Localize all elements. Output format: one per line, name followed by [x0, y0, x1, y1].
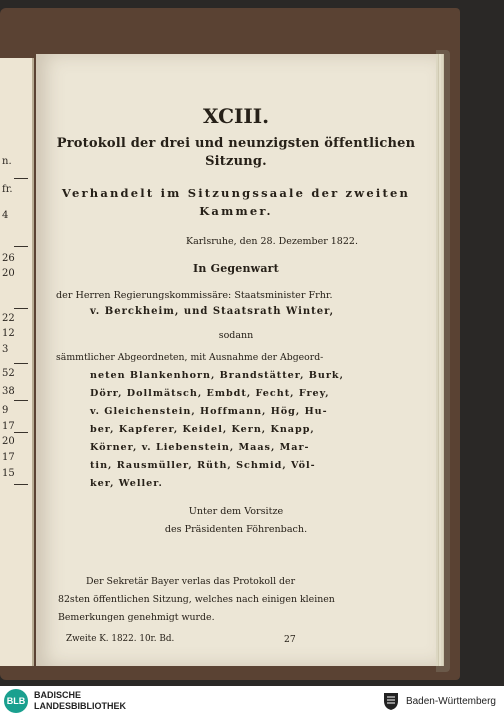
left-fragment-text: 52	[2, 368, 15, 379]
left-page-fragment	[0, 58, 34, 666]
table-rule	[14, 484, 28, 485]
body-text-line: Der Sekretär Bayer verlas das Protokoll der	[86, 576, 296, 587]
deputies-line: ker, Weller.	[90, 478, 163, 489]
body-text-line: 82sten öffentlichen Sitzung, welches nach einigen kleinen	[58, 594, 335, 605]
table-rule	[14, 363, 28, 364]
library-branding[interactable]	[0, 689, 126, 713]
state-coat-of-arms-icon	[382, 691, 400, 711]
left-fragment-text: 12	[2, 328, 15, 339]
commissioners-line: der Herren Regierungskommissäre: Staatsminister Frhr.	[56, 290, 333, 301]
body-text-line: Bemerkungen genehmigt wurde.	[58, 612, 215, 623]
library-name-line1: BADISCHE	[34, 690, 82, 700]
left-fragment-text: 3	[2, 344, 9, 355]
page-number: 27	[284, 634, 296, 645]
left-fragment-text: 20	[2, 268, 15, 279]
left-fragment-text: n.	[2, 156, 12, 167]
commissioners-line: v. Berckheim, und Staatsrath Winter,	[90, 306, 335, 317]
library-name-line2: LANDESBIBLIOTHEK	[34, 701, 126, 711]
session-location-cont: Kammer.	[199, 204, 273, 218]
session-location: Verhandelt im Sitzungssaale der zweiten	[61, 186, 411, 200]
protocol-title: Protokoll der drei und neunzigsten öffentlichen	[56, 136, 416, 151]
deputies-line: v. Gleichenstein, Hoffmann, Hög, Hu-	[90, 406, 328, 417]
dateline: Karlsruhe, den 28. Dezember 1822.	[186, 236, 358, 247]
left-fragment-text: 17	[2, 452, 15, 463]
sodann-label: sodann	[218, 330, 254, 341]
left-fragment-text: fr.	[2, 184, 13, 195]
left-fragment-text: 22	[2, 313, 15, 324]
left-fragment-text: 15	[2, 468, 15, 479]
table-rule	[14, 308, 28, 309]
table-rule	[14, 178, 28, 179]
deputies-line: neten Blankenhorn, Brandstätter, Burk,	[90, 370, 344, 381]
left-fragment-text: 4	[2, 210, 9, 221]
left-fragment-text: 20	[2, 436, 15, 447]
presidency-line: Unter dem Vorsitze	[188, 506, 284, 517]
protocol-title-cont: Sitzung.	[205, 154, 267, 169]
deputies-line: ber, Kapferer, Keidel, Kern, Knapp,	[90, 424, 315, 435]
left-fragment-text: 17	[2, 421, 15, 432]
left-fragment-text: 26	[2, 253, 15, 264]
table-rule	[14, 400, 28, 401]
deputies-line: Dörr, Dollmätsch, Embdt, Fecht, Frey,	[90, 388, 330, 399]
deputies-line: tin, Rausmüller, Rüth, Schmid, Völ-	[90, 460, 316, 471]
footer-bar	[0, 686, 504, 716]
attendance-heading: In Gegenwart	[193, 262, 279, 275]
left-fragment-text: 38	[2, 386, 15, 397]
section-number: XCIII.	[202, 104, 270, 128]
table-rule	[14, 432, 28, 433]
blb-logo-icon: BLB	[4, 689, 28, 713]
presidency-line: des Präsidenten Föhrenbach.	[164, 524, 308, 535]
table-rule	[14, 246, 28, 247]
signature-mark: Zweite K. 1822. 10r. Bd.	[66, 634, 175, 644]
left-fragment-text: 9	[2, 405, 9, 416]
state-branding[interactable]	[382, 691, 496, 711]
state-name: Baden-Württemberg	[405, 695, 496, 707]
library-name	[34, 690, 126, 712]
deputies-line: sämmtlicher Abgeordneten, mit Ausnahme der Abgeord-	[56, 352, 324, 363]
document-page	[36, 54, 436, 666]
deputies-line: Körner, v. Liebenstein, Maas, Mar-	[90, 442, 310, 453]
